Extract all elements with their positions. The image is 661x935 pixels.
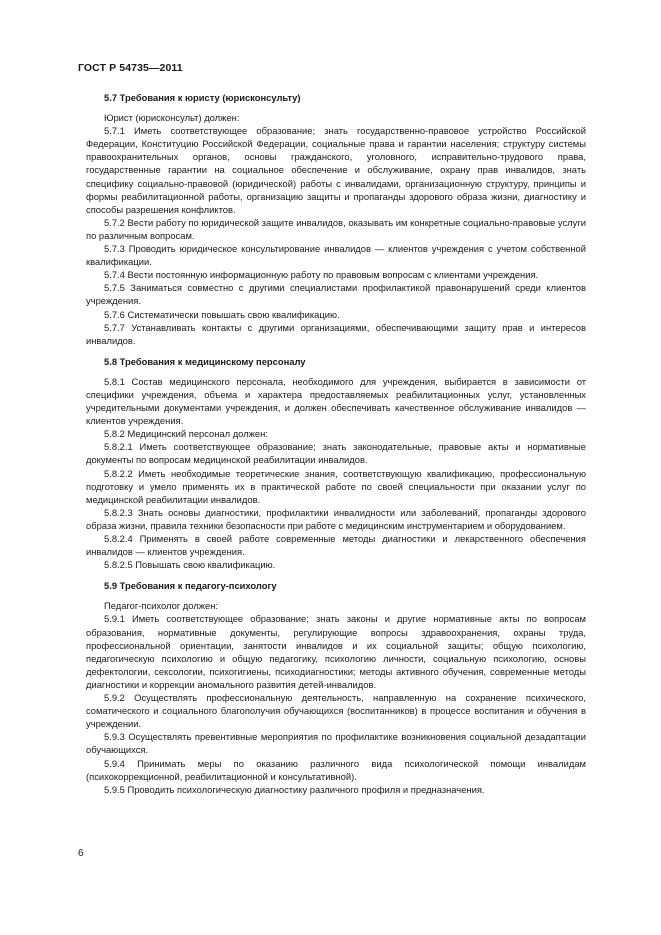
paragraph: 5.8.2.3 Знать основы диагностики, профилактики инвалидности или заболеваний, пропаганды здорового образа жизни, правила техники безопасности при работе с медицинским инструментарием и оборудованием. — [86, 506, 586, 531]
paragraph: Юрист (юрисконсульт) должен: — [104, 112, 240, 124]
document-body — [86, 91, 586, 796]
paragraph: 5.7.3 Проводить юридическое консультирование инвалидов — клиентов учреждения с учетом собственной квалификации. — [86, 243, 586, 268]
paragraph: 5.8.2.2 Иметь необходимые теоретические знания, соответствующую квалификацию, профессиональную подготовку и умело применять их в практической работе по своей специальности при оказании услуг по медицинской реабилитации инвалидов. — [86, 467, 586, 505]
paragraph: 5.8.1 Состав медицинского персонала, необходимого для учреждения, выбирается в зависимости от специфики учреждения, объема и характера предоставляемых реабилитационных услуг, установленных учредительными документами учреждения, и должен обеспечивать качественное обслуживание инвалидов — клиентов учреждения. — [86, 375, 586, 427]
section-title-5-8: 5.8 Требования к медицинскому персоналу — [104, 355, 306, 367]
paragraph: 5.7.4 Вести постоянную информационную работу по правовым вопросам с клиентами учреждения. — [104, 269, 539, 281]
paragraph: 5.7.6 Систематически повышать свою квалификацию. — [104, 308, 340, 320]
page-number: 6 — [78, 848, 84, 859]
document-code: ГОСТ Р 54735—2011 — [78, 62, 183, 74]
paragraph: 5.7.5 Заниматься совместно с другими специалистами профилактикой правонарушений среди клиентов учреждения. — [86, 282, 586, 307]
paragraph: 5.8.2.5 Повышать свою квалификацию. — [104, 559, 276, 571]
section-title-5-9: 5.9 Требования к педагогу-психологу — [104, 580, 277, 592]
paragraph: 5.9.3 Осуществлять превентивные мероприятия по профилактике возникновения социальной дезадаптации обучающихся. — [86, 731, 586, 756]
paragraph: 5.9.5 Проводить психологическую диагностику различного профиля и предназначения. — [104, 783, 485, 795]
paragraph: 5.9.4 Принимать меры по оказанию различного вида психологической помощи инвалидам (психокоррекционной, реабилитационной и консультативной). — [86, 757, 586, 782]
paragraph: Педагог-психолог должен: — [104, 600, 219, 612]
paragraph: 5.9.1 Иметь соответствующее образование; знать законы и другие нормативные акты по вопросам образования, нормативные документы, регулирующие вопросы здравоохранения, охраны труда, профессиональной ориентации, занятости инвалидов и их социальной защиты; общую психологию, педагогическую психологию и общую педагогику, психологию личности, социальную психологию, основы дефектологии, сексологии, психогигиены, психодиагностики; методы активного обучения, современные методы диагностики и коррекции аномального развития детей-инвалидов. — [86, 613, 586, 690]
paragraph: 5.7.7 Устанавливать контакты с другими организациями, обеспечивающими защиту прав и интересов инвалидов. — [86, 321, 586, 346]
paragraph: 5.8.2.4 Применять в своей работе современные методы диагностики и лекарственного обеспечения инвалидов — клиентов учреждения. — [86, 533, 586, 558]
paragraph: 5.8.2.1 Иметь соответствующее образование; знать законодательные, правовые акты и нормативные документы по вопросам медицинской реабилитации инвалидов. — [86, 441, 586, 466]
paragraph: 5.7.1 Иметь соответствующее образование; знать государственно-правовое устройство Российской Федерации, Конституцию Российской Федерации, социальные права и гарантии населения; структуру системы правоохранительных органов, основы гражданского, уголовного, исправительно-трудового права, государственные гарантии на социальное обеспечение и обслуживание, охрану прав инвалидов, знать специфику социально-правовой (юридической) работы с инвалидами, организационную структуру, принципы и формы реабилитационной работы, организацию защиты и пропаганды здорового образа жизни, диагностику и способы разрешения конфликтов. — [86, 125, 586, 215]
paragraph: 5.9.2 Осуществлять профессиональную деятельность, направленную на сохранение психического, соматического и социального благополучия обучающихся (воспитанников) в процессе воспитания и обучения в учреждении. — [86, 692, 586, 730]
paragraph: 5.8.2 Медицинский персонал должен: — [104, 428, 268, 440]
section-title-5-7: 5.7 Требования к юристу (юрисконсульту) — [104, 92, 301, 103]
paragraph: 5.7.2 Вести работу по юридической защите инвалидов, оказывать им конкретные социально-правовые услуги по различным вопросам. — [86, 216, 586, 241]
